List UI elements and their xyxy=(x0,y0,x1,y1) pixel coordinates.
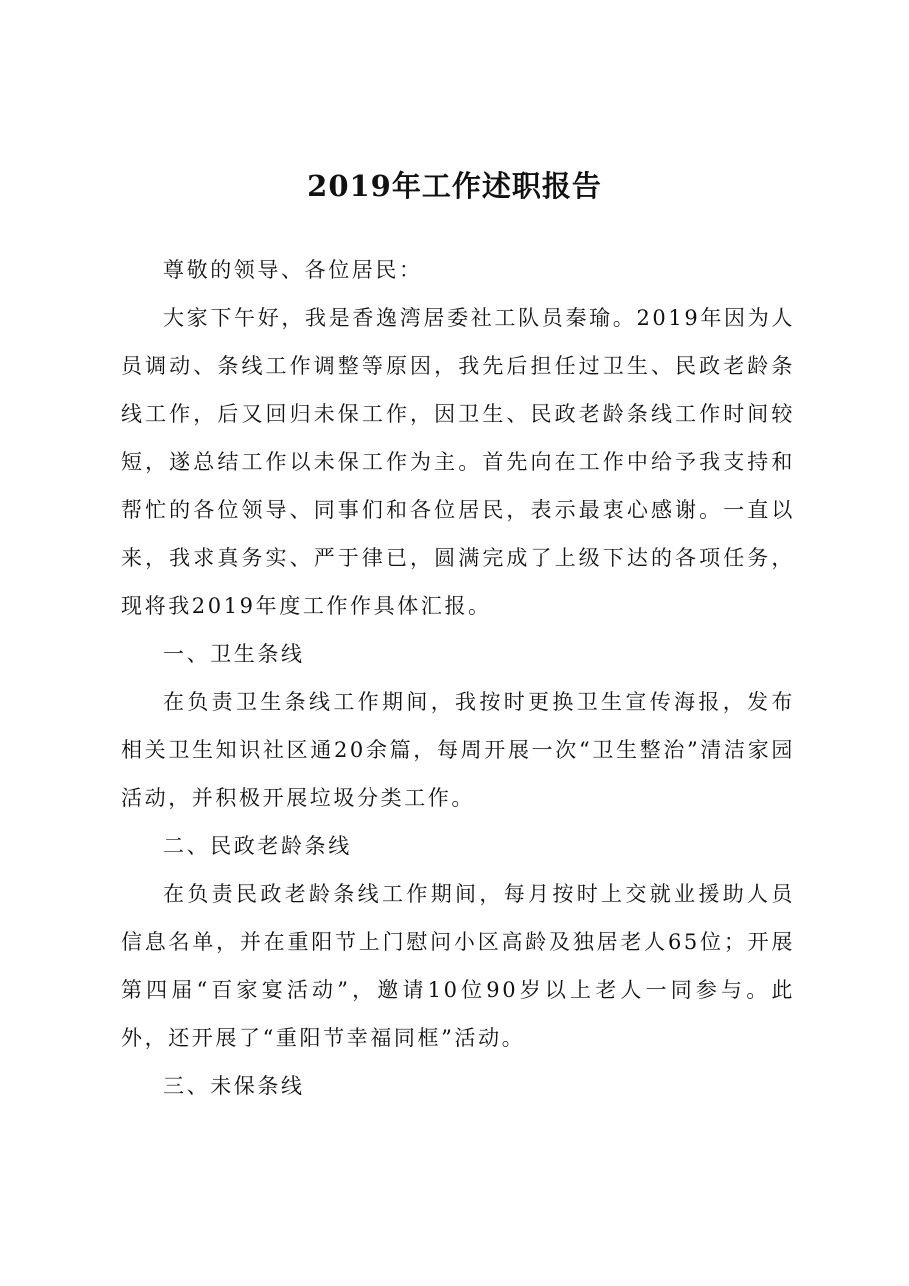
health-paragraph: 在负责卫生条线工作期间，我按时更换卫生宣传海报，发布相关卫生知识社区通20余篇，每周开展一次“卫生整治”清洁家园活动，并积极开展垃圾分类工作。 xyxy=(121,690,795,810)
document-title: 2019年工作述职报告 xyxy=(307,169,602,203)
document-body xyxy=(121,246,795,1110)
section-heading-health: 一、卫生条线 xyxy=(163,642,305,666)
civil-affairs-paragraph: 在负责民政老龄条线工作期间，每月按时上交就业援助人员信息名单，并在重阳节上门慰问小区高龄及独居老人65位；开展第四届“百家宴活动”，邀请10位90岁以上老人一同参与。此外，还开展了“重阳节幸福同框”活动。 xyxy=(121,882,795,1050)
section-heading-civil-affairs: 二、民政老龄条线 xyxy=(163,834,352,858)
salutation-paragraph: 尊敬的领导、各位居民： xyxy=(163,258,423,282)
section-heading-minor-protection: 三、未保条线 xyxy=(163,1074,305,1098)
intro-paragraph: 大家下午好，我是香逸湾居委社工队员秦瑜。2019年因为人员调动、条线工作调整等原因，我先后担任过卫生、民政老龄条线工作，后又回归未保工作，因卫生、民政老龄条线工作时间较短，遂总结工作以未保工作为主。首先向在工作中给予我支持和帮忙的各位领导、同事们和各位居民，表示最衷心感谢。一直以来，我求真务实、严于律已，圆满完成了上级下达的各项任务，现将我2019年度工作作具体汇报。 xyxy=(121,306,795,618)
